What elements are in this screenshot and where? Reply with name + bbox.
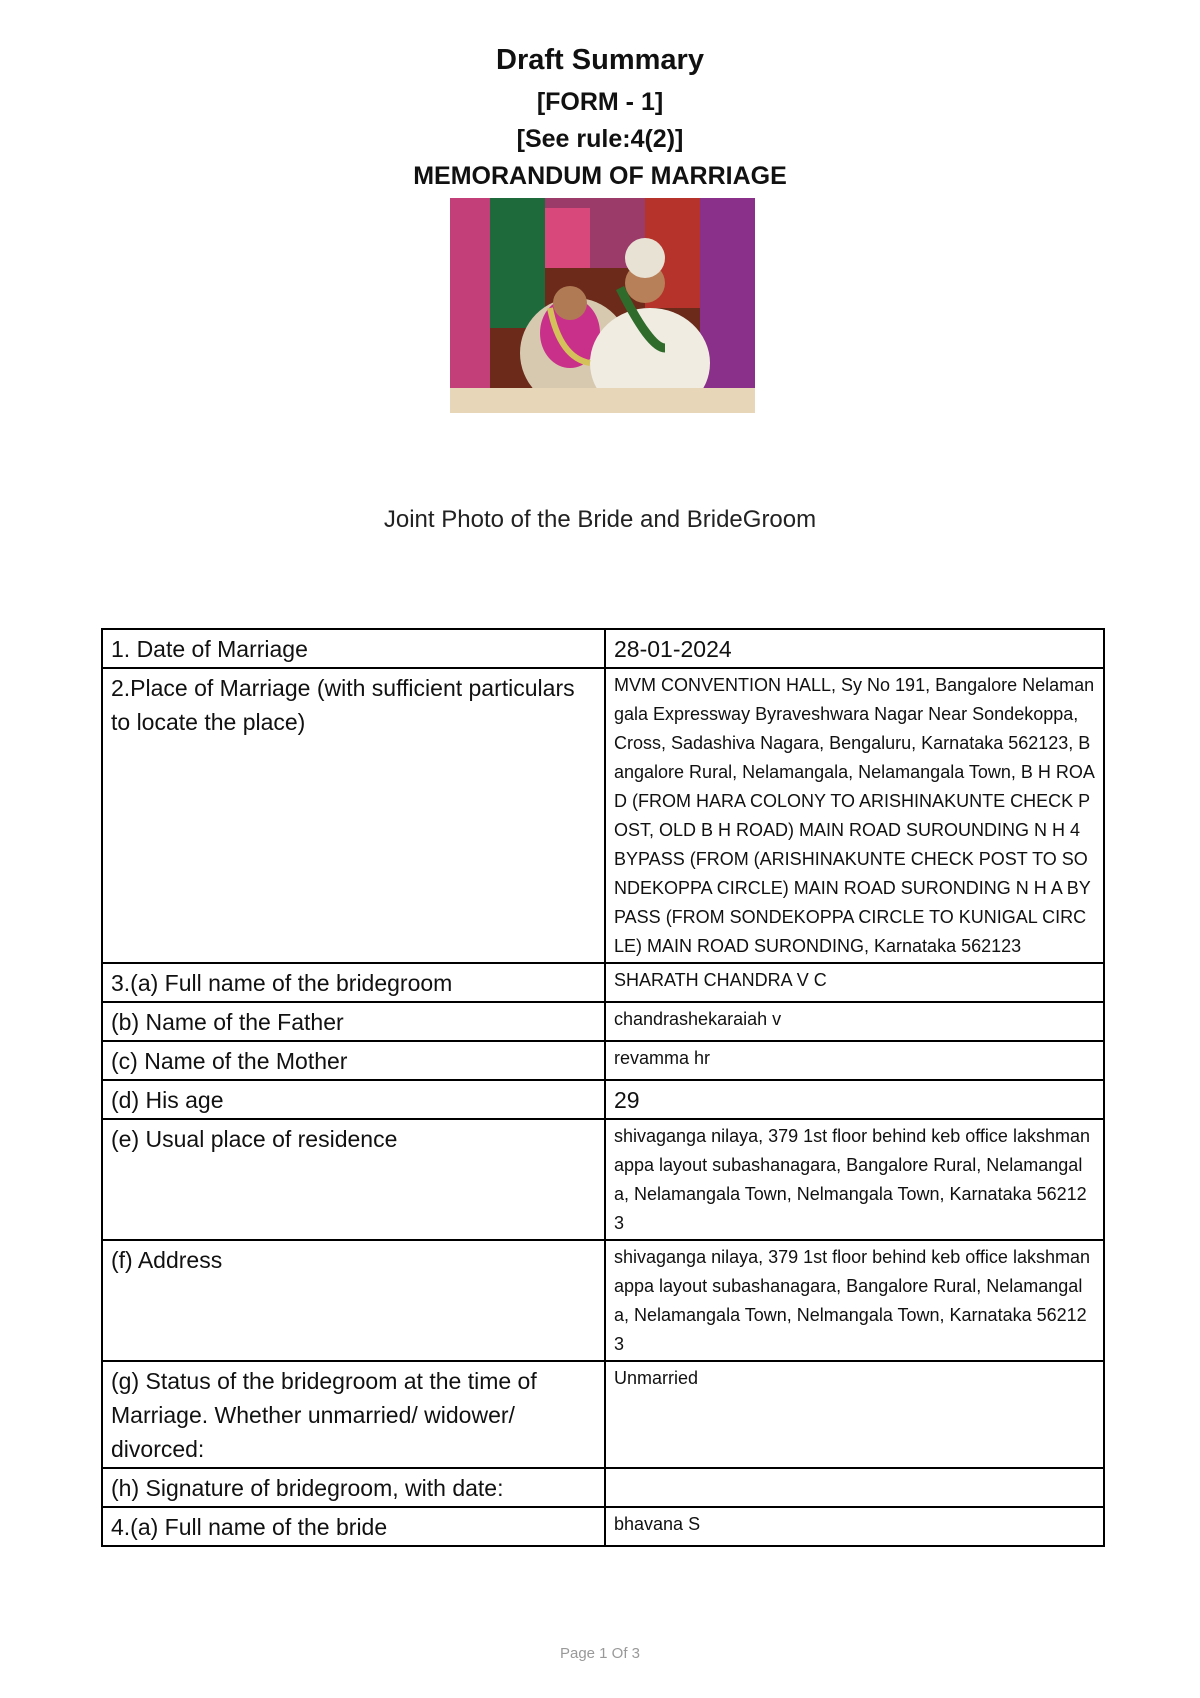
signature-value [605, 1468, 1104, 1507]
date-of-marriage-value: 28-01-2024 [605, 629, 1104, 668]
form-number: [FORM - 1] [536, 88, 664, 116]
row-label: 2.Place of Marriage (with sufficient particulars to locate the place) [102, 668, 605, 963]
page-number: Page 1 Of 3 [559, 1645, 641, 1662]
row-label: (h) Signature of bridegroom, with date: [102, 1468, 605, 1507]
row-label: (c) Name of the Mother [102, 1041, 605, 1080]
rule-reference: [See rule:4(2)] [516, 125, 684, 153]
age-value: 29 [605, 1080, 1104, 1119]
table-row [102, 1002, 1104, 1041]
row-label: (g) Status of the bridegroom at the time of Marriage. Whether unmarried/ widower/ divorced: [102, 1361, 605, 1468]
row-label: (d) His age [102, 1080, 605, 1119]
photo-caption: Joint Photo of the Bride and BrideGroom [383, 506, 817, 533]
document-title: Draft Summary [496, 44, 704, 76]
row-label: (b) Name of the Father [102, 1002, 605, 1041]
marital-status-value: Unmarried [605, 1361, 1104, 1468]
table-row [102, 1468, 1104, 1507]
table-row [102, 668, 1104, 963]
marriage-details-table [101, 628, 1105, 1547]
row-label: (f) Address [102, 1240, 605, 1361]
table-row [102, 963, 1104, 1002]
table-row [102, 629, 1104, 668]
table-row [102, 1240, 1104, 1361]
table-row [102, 1361, 1104, 1468]
address-value: shivaganga nilaya, 379 1st floor behind keb office lakshmanappa layout subashanagara, Bangalore Rural, Nelamangala, Nelamangala Town, Nelmangala Town, Karnataka 562123 [605, 1240, 1104, 1361]
row-label: 3.(a) Full name of the bridegroom [102, 963, 605, 1002]
father-name-value: chandrashekaraiah v [605, 1002, 1104, 1041]
bridegroom-name-value: SHARATH CHANDRA V C [605, 963, 1104, 1002]
residence-value: shivaganga nilaya, 379 1st floor behind keb office lakshmanappa layout subashanagara, Bangalore Rural, Nelamangala, Nelamangala Town, Nelmangala Town, Karnataka 562123 [605, 1119, 1104, 1240]
mother-name-value: revamma hr [605, 1041, 1104, 1080]
memorandum-heading: MEMORANDUM OF MARRIAGE [413, 162, 787, 190]
row-label: 1. Date of Marriage [102, 629, 605, 668]
row-label: 4.(a) Full name of the bride [102, 1507, 605, 1546]
bride-name-value: bhavana S [605, 1507, 1104, 1546]
row-label: (e) Usual place of residence [102, 1119, 605, 1240]
table-row [102, 1041, 1104, 1080]
table-row [102, 1507, 1104, 1546]
joint-photo [450, 198, 755, 413]
place-of-marriage-value: MVM CONVENTION HALL, Sy No 191, Bangalore Nelamangala Expressway Byraveshwara Nagar Near Sondekoppa, Cross, Sadashiva Nagara, Bengaluru, Karnataka 562123, Bangalore Rural, Nelamangala, Nelamangala Town, B H ROAD (FROM HARA COLONY TO ARISHINAKUNTE CHECK POST, OLD B H ROAD) MAIN ROAD SUROUNDING N H 4 BYPASS (FROM (ARISHINAKUNTE CHECK POST TO SONDEKOPPA CIRCLE) MAIN ROAD SURONDING N H A BYPASS (FROM SONDEKOPPA CIRCLE TO KUNIGAL CIRCLE) MAIN ROAD SURONDING, Karnataka 562123 [605, 668, 1104, 963]
table-row [102, 1119, 1104, 1240]
table-row [102, 1080, 1104, 1119]
